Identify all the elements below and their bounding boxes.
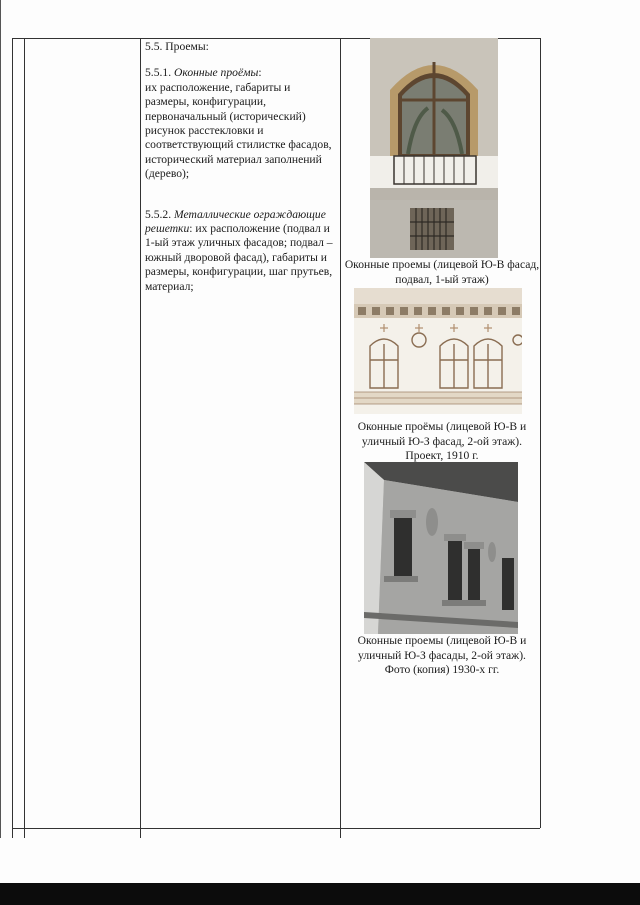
item-number: 5.5.1. — [145, 66, 172, 80]
item-text: их расположение (подвал и 1-ый этаж уличных фасадов; подвал – южный дворовой фасад), габариты и размеры, конфигурации, шаг прутьев, материал; — [145, 222, 333, 293]
item-title: Оконные проёмы — [174, 66, 259, 80]
photo-arched-window — [370, 38, 498, 258]
item-title: Металлические ограждающие решетки — [145, 207, 326, 236]
table-border-left — [12, 38, 13, 838]
table-border-bottom — [12, 828, 540, 829]
table-column-divider-2 — [140, 38, 141, 838]
item-text: их расположение, габариты и размеры, конфигурации, первоначальный (исторический) рисунок расстекловки и соответствующий стилистке фасадов, исторический материал заполнений (дерево); — [145, 80, 332, 181]
figure-caption-3: Оконные проемы (лицевой Ю-В и уличный Ю-З фасады, 2-ой этаж). Фото (копия) 1930-х гг. — [357, 634, 527, 677]
section-heading: 5.5. Проемы: — [145, 40, 209, 53]
table-column-divider-1 — [24, 38, 25, 838]
page-edge-line — [0, 0, 1, 838]
table-column-divider-3 — [340, 38, 341, 838]
requirements-cell — [145, 40, 337, 306]
item-number: 5.5.2. — [145, 207, 172, 221]
photo-facade-1930s — [364, 462, 518, 634]
metal-grilles-item: 5.5.2. Металлические ограждающие решетки: их расположение (подвал и 1-ый этаж уличных фасадов; подвал – южный дворовой фасад), габариты и размеры, конфигурации, шаг прутьев, материал; — [145, 207, 333, 293]
figure-caption-1: Оконные проемы (лицевой Ю-В фасад, подвал, 1-ый этаж) — [344, 258, 540, 286]
table-border-right — [540, 38, 541, 828]
window-openings-item: 5.5.1. Оконные проёмы: их расположение, габариты и размеры, конфигурации, первоначальный (исторический) рисунок расстекловки и соответствующий стилистке фасадов, исторический материал заполнений (дерево); — [145, 66, 332, 181]
photo-facade-drawing — [354, 288, 522, 414]
figure-caption-2: Оконные проёмы (лицевой Ю-В и уличный Ю-З фасад, 2-ой этаж). Проект, 1910 г. — [357, 420, 527, 463]
scan-bottom-edge — [0, 883, 640, 905]
